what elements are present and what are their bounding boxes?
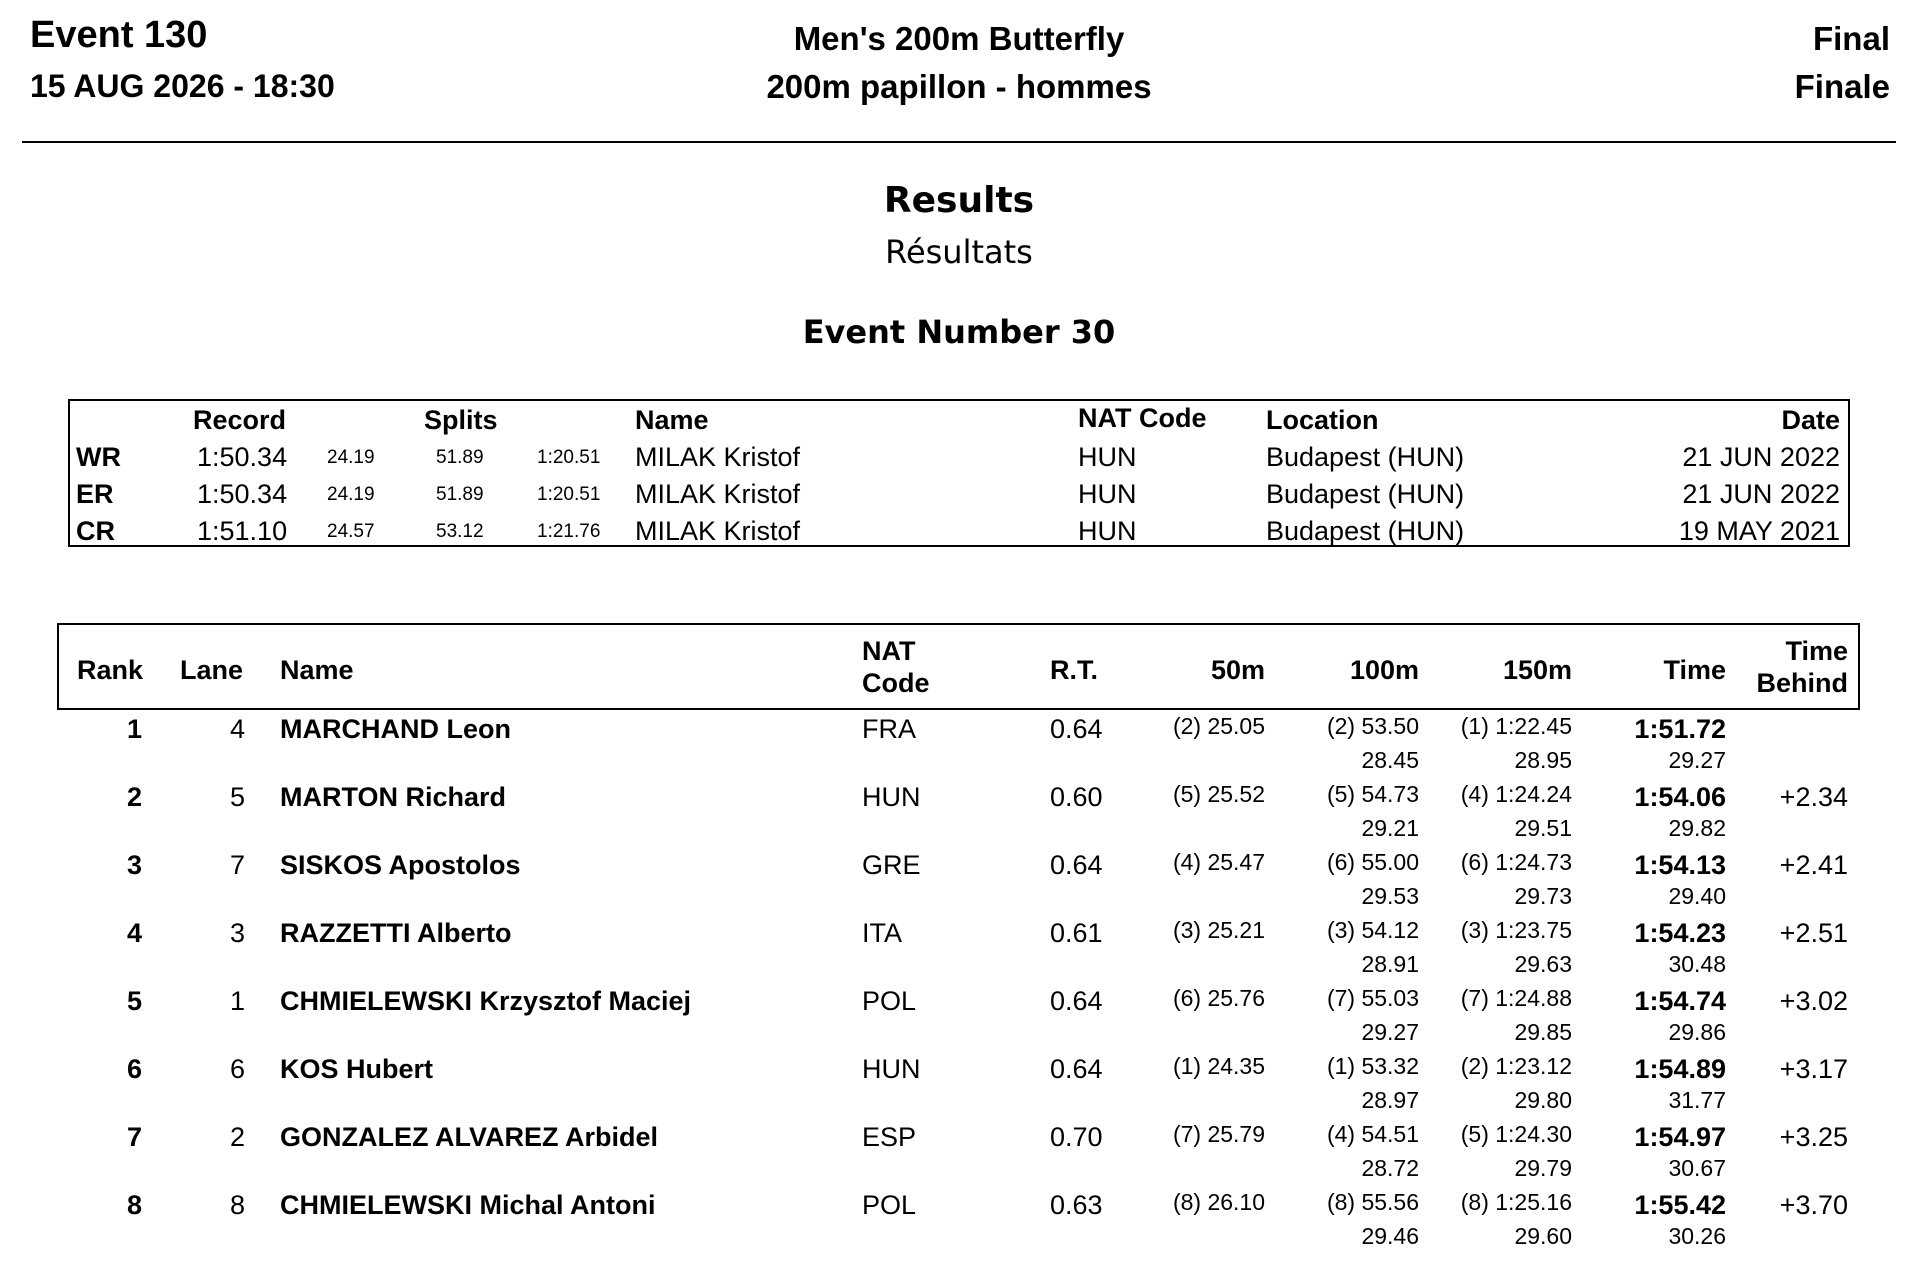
records-header-record: Record (193, 405, 287, 435)
header-divider (22, 141, 1896, 143)
result-split-100: (2) 53.50 (1326, 713, 1419, 739)
results-header-code: Code (862, 668, 930, 698)
result-lap-100: 28.97 (1361, 1087, 1419, 1113)
result-lane: 4 (229, 714, 245, 744)
result-lap-200: 29.82 (1668, 815, 1726, 841)
result-time: 1:54.23 (1634, 918, 1726, 948)
results-header-rt: R.T. (1050, 655, 1099, 685)
results-header-50m: 50m (1210, 655, 1265, 685)
records-header-name: Name (635, 405, 709, 435)
record-type: ER (76, 479, 114, 509)
result-lap-100: 29.53 (1361, 883, 1419, 909)
result-lap-150: 29.85 (1514, 1019, 1572, 1045)
result-name: CHMIELEWSKI Michal Antoni (280, 1190, 656, 1220)
result-split-50: (1) 24.35 (1172, 1053, 1265, 1079)
result-rank: 8 (126, 1190, 142, 1220)
result-time: 1:54.89 (1634, 1054, 1726, 1084)
record-location: Budapest (HUN) (1266, 479, 1465, 509)
result-name: MARTON Richard (280, 782, 507, 812)
result-time-behind: +3.25 (1779, 1122, 1848, 1152)
result-lap-100: 29.21 (1361, 815, 1419, 841)
record-split-50: 24.19 (327, 447, 375, 468)
result-lap-150: 28.95 (1514, 747, 1572, 773)
results-header-lane: Lane (180, 655, 244, 685)
result-time-behind: +3.02 (1779, 986, 1848, 1016)
record-type: WR (76, 442, 121, 472)
result-lap-200: 30.26 (1668, 1223, 1726, 1249)
result-lane: 3 (229, 918, 245, 948)
results-header-rank: Rank (77, 655, 144, 685)
result-lap-200: 31.77 (1668, 1087, 1726, 1113)
result-split-150: (7) 1:24.88 (1460, 985, 1572, 1011)
result-rt: 0.61 (1050, 918, 1103, 948)
record-type: CR (76, 516, 115, 546)
event-title-en: Men's 200m Butterfly (793, 20, 1125, 57)
result-time-behind: +3.70 (1779, 1190, 1848, 1220)
result-name: RAZZETTI Alberto (280, 918, 512, 948)
record-split-100: 51.89 (436, 484, 484, 505)
result-name: GONZALEZ ALVAREZ Arbidel (280, 1122, 658, 1152)
result-rank: 3 (126, 850, 142, 880)
result-split-50: (4) 25.47 (1172, 849, 1265, 875)
record-nat: HUN (1078, 479, 1137, 509)
result-nat: FRA (862, 714, 916, 744)
result-split-150: (1) 1:22.45 (1460, 713, 1572, 739)
result-time-behind: +3.17 (1779, 1054, 1848, 1084)
result-time: 1:54.74 (1634, 986, 1726, 1016)
results-title-fr: Résultats (885, 233, 1033, 271)
record-holder: MILAK Kristof (635, 479, 801, 509)
result-rank: 6 (126, 1054, 142, 1084)
result-lap-100: 29.27 (1361, 1019, 1419, 1045)
record-holder: MILAK Kristof (635, 516, 801, 546)
result-rt: 0.64 (1050, 986, 1103, 1016)
result-time: 1:54.13 (1634, 850, 1726, 880)
result-split-100: (8) 55.56 (1326, 1189, 1419, 1215)
record-split-150: 1:20.51 (537, 447, 601, 468)
results-header-name: Name (280, 655, 354, 685)
records-header-location: Location (1266, 405, 1379, 435)
results-title: Results (883, 180, 1035, 221)
result-time: 1:51.72 (1634, 714, 1726, 744)
record-location: Budapest (HUN) (1266, 442, 1465, 472)
result-lap-100: 28.91 (1361, 951, 1419, 977)
result-lap-100: 28.72 (1361, 1155, 1419, 1181)
record-split-50: 24.57 (327, 521, 375, 542)
records-header-date: Date (1781, 405, 1840, 435)
result-lap-100: 29.46 (1361, 1223, 1419, 1249)
event-datetime: 15 AUG 2026 - 18:30 (30, 68, 335, 104)
result-split-50: (6) 25.76 (1172, 985, 1265, 1011)
result-rt: 0.64 (1050, 850, 1103, 880)
result-time-behind: +2.41 (1779, 850, 1848, 880)
result-split-100: (3) 54.12 (1326, 917, 1419, 943)
result-rt: 0.64 (1050, 714, 1103, 744)
records-header-splits: Splits (424, 405, 498, 435)
event-title-fr: 200m papillon - hommes (766, 68, 1152, 105)
results-header-time: Time (1663, 655, 1726, 685)
record-split-150: 1:21.76 (537, 521, 601, 542)
phase-fr: Finale (1794, 68, 1890, 105)
result-nat: GRE (862, 850, 921, 880)
event-label: Event 130 (30, 14, 208, 56)
result-split-100: (5) 54.73 (1326, 781, 1419, 807)
result-time: 1:54.06 (1634, 782, 1726, 812)
phase-en: Final (1812, 20, 1890, 57)
record-time: 1:50.34 (197, 479, 288, 509)
event-number: Event Number 30 (802, 313, 1116, 351)
result-lap-150: 29.79 (1514, 1155, 1572, 1181)
result-rank: 2 (126, 782, 142, 812)
result-split-50: (3) 25.21 (1172, 917, 1265, 943)
record-split-100: 53.12 (436, 521, 484, 542)
result-rt: 0.64 (1050, 1054, 1103, 1084)
result-lap-200: 30.48 (1668, 951, 1726, 977)
result-rt: 0.63 (1050, 1190, 1103, 1220)
result-nat: ESP (862, 1122, 917, 1152)
result-lane: 5 (229, 782, 245, 812)
record-location: Budapest (HUN) (1266, 516, 1465, 546)
results-header-100m: 100m (1349, 655, 1419, 685)
result-split-100: (6) 55.00 (1326, 849, 1419, 875)
result-name: MARCHAND Leon (280, 714, 511, 744)
result-lap-150: 29.60 (1514, 1223, 1572, 1249)
result-name: CHMIELEWSKI Krzysztof Maciej (280, 986, 692, 1016)
result-split-100: (1) 53.32 (1326, 1053, 1419, 1079)
record-split-100: 51.89 (436, 447, 484, 468)
result-split-50: (5) 25.52 (1172, 781, 1265, 807)
result-lap-200: 29.27 (1668, 747, 1726, 773)
result-nat: HUN (862, 1054, 921, 1084)
result-split-100: (4) 54.51 (1326, 1121, 1419, 1147)
result-name: SISKOS Apostolos (280, 850, 521, 880)
result-time: 1:55.42 (1634, 1190, 1726, 1220)
result-split-50: (8) 26.10 (1172, 1189, 1265, 1215)
result-split-150: (4) 1:24.24 (1460, 781, 1572, 807)
record-split-150: 1:20.51 (537, 484, 601, 505)
record-time: 1:50.34 (197, 442, 288, 472)
result-split-100: (7) 55.03 (1326, 985, 1419, 1011)
result-nat: POL (862, 1190, 917, 1220)
result-rank: 1 (126, 714, 142, 744)
record-holder: MILAK Kristof (635, 442, 801, 472)
result-lap-200: 29.86 (1668, 1019, 1726, 1045)
result-lap-150: 29.63 (1514, 951, 1572, 977)
result-lane: 6 (229, 1054, 245, 1084)
result-lap-200: 29.40 (1668, 883, 1726, 909)
records-header-nat: NAT Code (1078, 403, 1207, 433)
result-rank: 4 (126, 918, 142, 948)
result-time-behind: +2.34 (1779, 782, 1848, 812)
result-split-50: (7) 25.79 (1172, 1121, 1265, 1147)
result-split-150: (2) 1:23.12 (1460, 1053, 1572, 1079)
record-date: 19 MAY 2021 (1678, 516, 1840, 546)
result-nat: ITA (862, 918, 902, 948)
result-split-150: (5) 1:24.30 (1460, 1121, 1572, 1147)
result-lap-150: 29.80 (1514, 1087, 1572, 1113)
result-split-150: (8) 1:25.16 (1460, 1189, 1572, 1215)
result-lap-150: 29.51 (1514, 815, 1572, 841)
result-split-50: (2) 25.05 (1172, 713, 1265, 739)
result-time-behind: +2.51 (1779, 918, 1848, 948)
results-header-time-behind-2: Behind (1756, 668, 1848, 698)
result-lap-150: 29.73 (1514, 883, 1572, 909)
record-nat: HUN (1078, 516, 1137, 546)
result-rank: 5 (126, 986, 142, 1016)
record-date: 21 JUN 2022 (1682, 442, 1840, 472)
result-lane: 8 (229, 1190, 245, 1220)
result-lane: 2 (229, 1122, 245, 1152)
record-date: 21 JUN 2022 (1682, 479, 1840, 509)
result-rank: 7 (126, 1122, 142, 1152)
record-split-50: 24.19 (327, 484, 375, 505)
results-header-150m: 150m (1502, 655, 1572, 685)
results-header-nat: NAT (862, 636, 916, 666)
result-nat: HUN (862, 782, 921, 812)
result-split-150: (3) 1:23.75 (1460, 917, 1572, 943)
result-rt: 0.60 (1050, 782, 1103, 812)
record-time: 1:51.10 (197, 516, 288, 546)
result-name: KOS Hubert (280, 1054, 434, 1084)
result-nat: POL (862, 986, 917, 1016)
result-split-150: (6) 1:24.73 (1460, 849, 1572, 875)
results-header-time-behind-1: Time (1785, 636, 1848, 666)
record-nat: HUN (1078, 442, 1137, 472)
result-lane: 1 (229, 986, 245, 1016)
result-lap-100: 28.45 (1361, 747, 1419, 773)
result-lane: 7 (229, 850, 245, 880)
result-lap-200: 30.67 (1668, 1155, 1726, 1181)
result-rt: 0.70 (1050, 1122, 1103, 1152)
result-time: 1:54.97 (1634, 1122, 1726, 1152)
